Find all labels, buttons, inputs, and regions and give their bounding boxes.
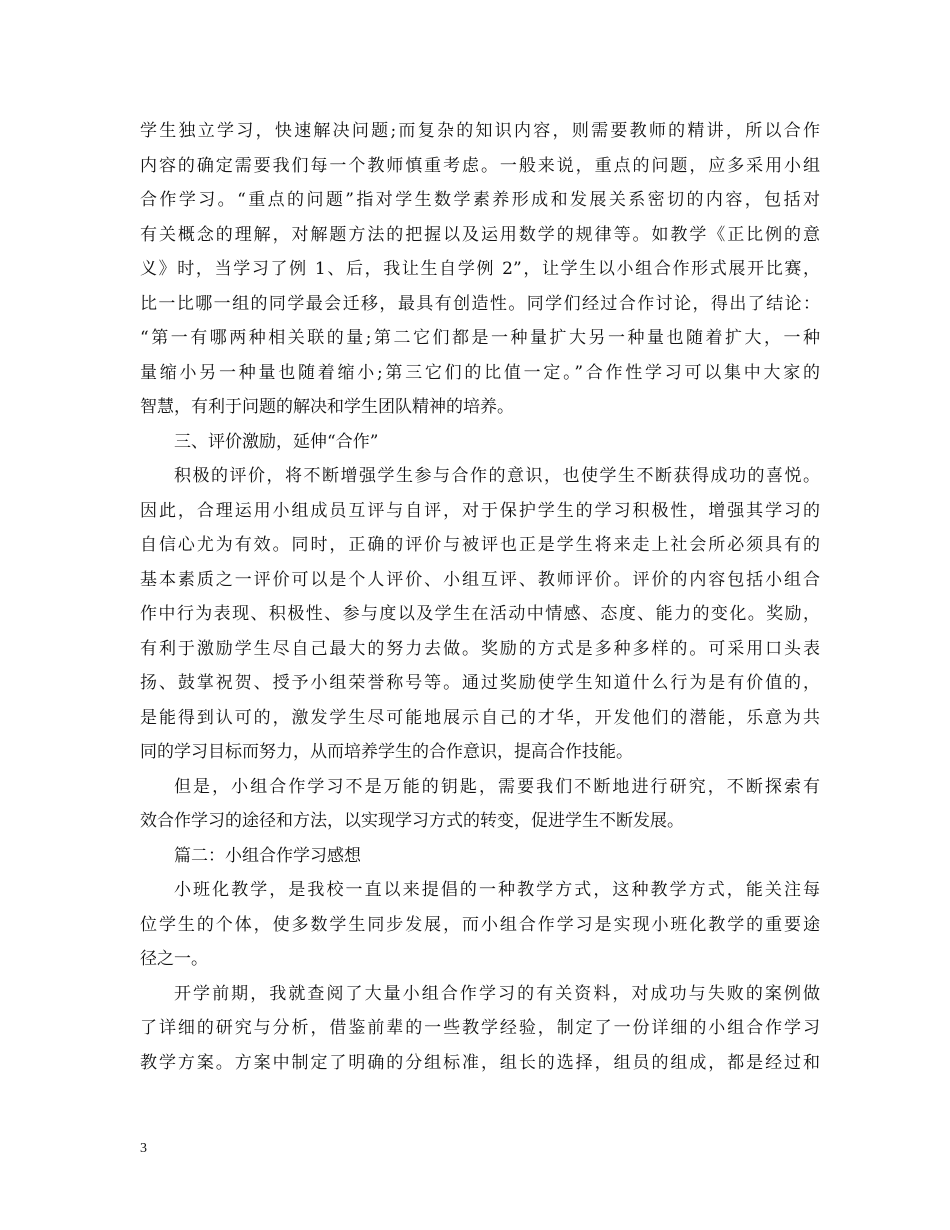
text-line: 教学方案。方案中制定了明确的分组标准，组长的选择，组员的组成，都是经过和: [140, 1052, 820, 1073]
text-line: 是能得到认可的，激发学生尽可能地展示自己的才华，开发他们的潜能，乐意为共: [140, 707, 820, 728]
text-line: 有利于激励学生尽自己最大的努力去做。奖励的方式是多种多样的。可采用口头表: [140, 638, 820, 659]
text-line: 三、评价激励，延伸“合作”: [174, 431, 379, 452]
text-line: 有关概念的理解，对解题方法的把握以及运用数学的规律等。如教学《正比例的意: [140, 224, 820, 245]
text-line: 径之一。: [140, 949, 208, 969]
text-line: 篇二：小组合作学习感想: [174, 845, 361, 866]
text-line: “第一有哪两种相关联的量;第二它们都是一种量扩大另一种量也随着扩大，一种: [140, 328, 820, 348]
text-line: 小班化教学，是我校一直以来提倡的一种教学方式，这种教学方式，能关注每: [174, 880, 820, 900]
text-line: 学生独立学习，快速解决问题;而复杂的知识内容，则需要教师的精讲，所以合作: [140, 121, 820, 141]
text-line: 扬、鼓掌祝贺、授予小组荣誉称号等。通过奖励使学生知道什么行为是有价值的，: [140, 673, 820, 693]
text-line: 同的学习目标而努力，从而培养学生的合作意识，提高合作技能。: [140, 742, 633, 762]
text-line: 基本素质之一评价可以是个人评价、小组互评、教师评价。评价的内容包括小组合: [140, 569, 820, 590]
text-line: 量缩小另一种量也随着缩小;第三它们的比值一定。”合作性学习可以集中大家的: [140, 362, 820, 383]
text-line: 位学生的个体，使多数学生同步发展，而小组合作学习是实现小班化教学的重要途: [140, 914, 820, 935]
text-line: 效合作学习的途径和方法，以实现学习方式的转变，促进学生不断发展。: [140, 811, 684, 831]
text-line: 自信心尤为有效。同时，正确的评价与被评也正是学生将来走上社会所必须具有的: [140, 535, 820, 555]
text-line: 义》时，当学习了例 1、后，我让生自学例 2”，让学生以小组合作形式展开比赛，: [140, 259, 820, 279]
text-line: 但是，小组合作学习不是万能的钥匙，需要我们不断地进行研究，不断探索有: [174, 776, 820, 797]
text-line: 合作学习。“重点的问题”指对学生数学素养形成和发展关系密切的内容，包括对: [140, 190, 820, 210]
text-line: 了详细的研究与分析，借鉴前辈的一些教学经验，制定了一份详细的小组合作学习: [140, 1018, 820, 1038]
text-line: 因此，合理运用小组成员互评与自评，对于保护学生的学习积极性，增强其学习的: [140, 500, 820, 521]
text-line: 开学前期，我就查阅了大量小组合作学习的有关资料，对成功与失败的案例做: [174, 983, 820, 1004]
text-line: 积极的评价，将不断增强学生参与合作的意识，也使学生不断获得成功的喜悦。: [174, 466, 820, 486]
text-line: 内容的确定需要我们每一个教师慎重考虑。一般来说，重点的问题，应多采用小组: [140, 155, 820, 176]
page-number: 3: [140, 1141, 147, 1156]
text-line: 智慧，有利于问题的解决和学生团队精神的培养。: [140, 397, 514, 417]
text-line: 比一比哪一组的同学最会迁移，最具有创造性。同学们经过合作讨论，得出了结论：: [140, 293, 820, 314]
text-line: 作中行为表现、积极性、参与度以及学生在活动中情感、态度、能力的变化。奖励，: [140, 604, 820, 624]
document-body: [140, 114, 820, 1080]
